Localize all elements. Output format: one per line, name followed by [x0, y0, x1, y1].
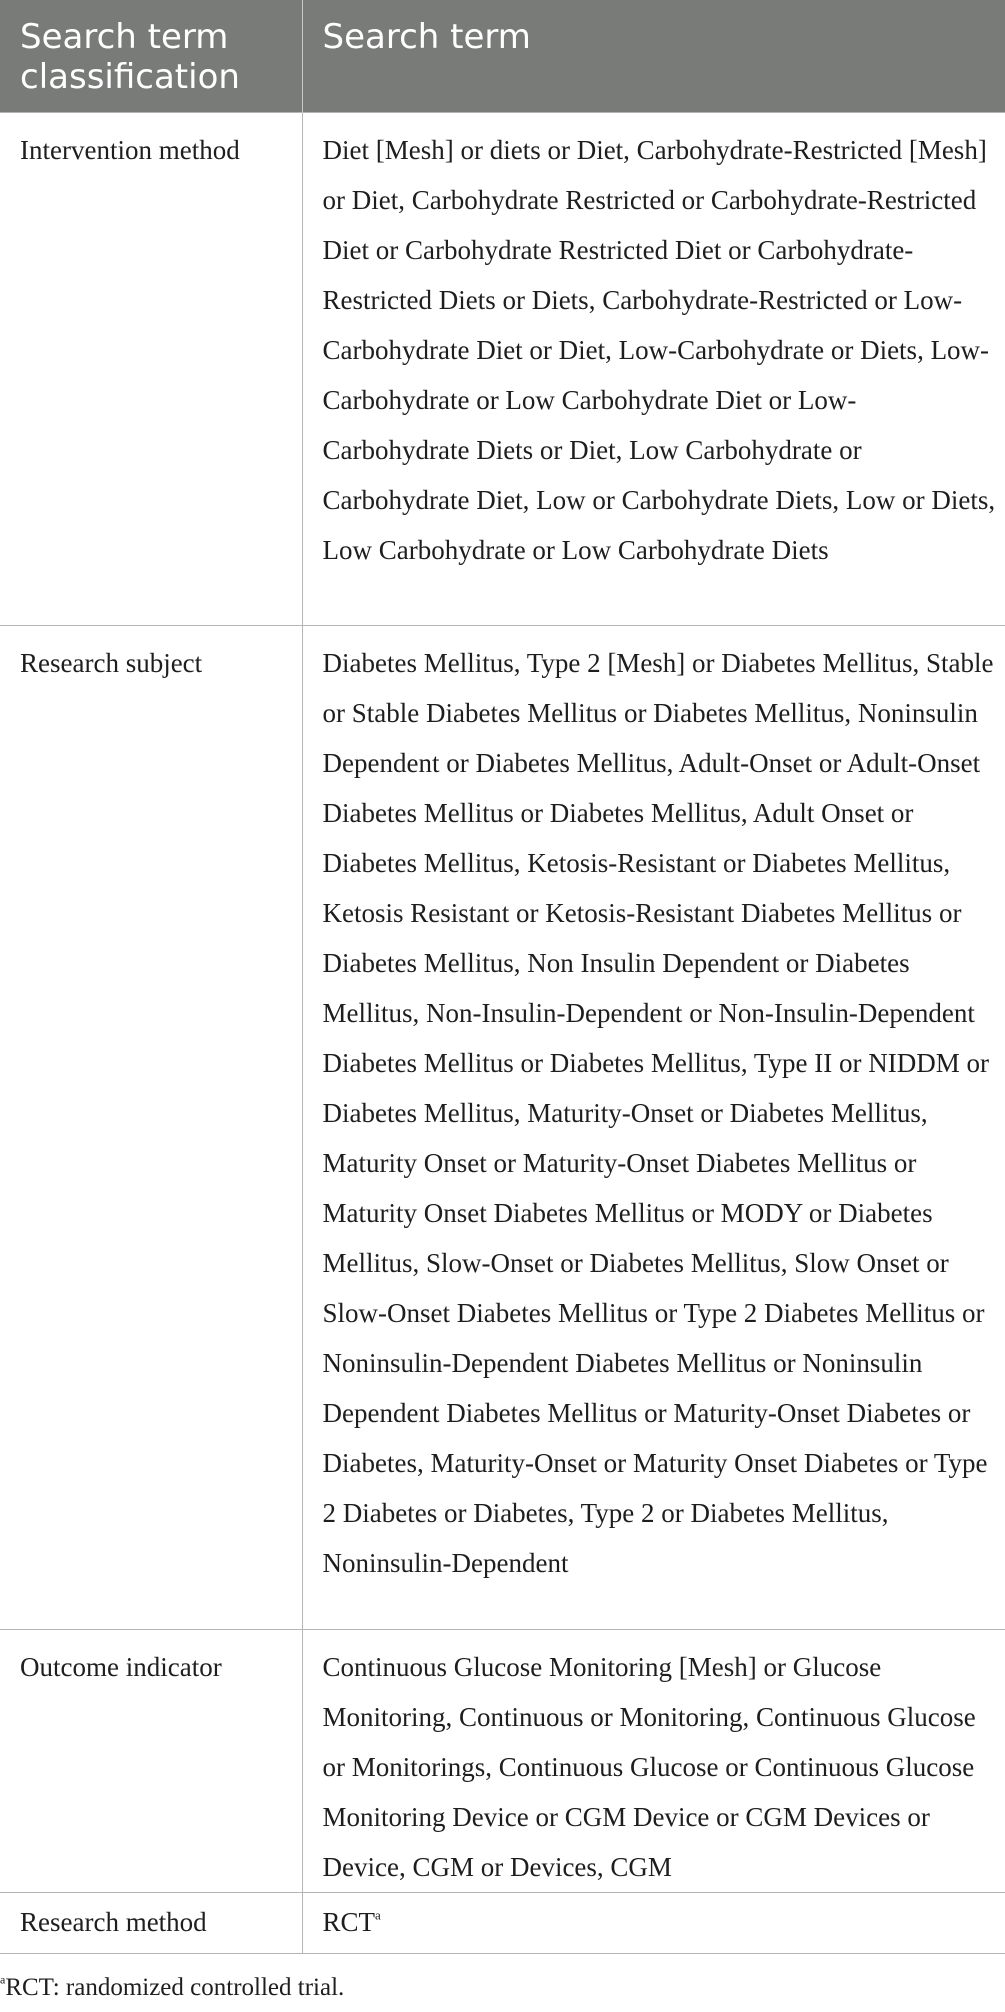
search-term-text: RCT — [322, 1907, 376, 1937]
classification-cell: Intervention method — [0, 113, 302, 626]
table-body — [0, 113, 1005, 1954]
search-term-cell: Diabetes Mellitus, Type 2 [Mesh] or Diabetes Mellitus, Stable or Stable Diabetes Mellitus or Diabetes Mellitus, Noninsulin Dependent or Diabetes Mellitus, Adult-Onset or Adult-Onset Diabetes Mellitus or Diabetes Mellitus, Adult Onset or Diabetes Mellitus, Ketosis-Resistant or Diabetes Mellitus, Ketosis Resistant or Ketosis-Resistant Diabetes Mellitus or Diabetes Mellitus, Non Insulin Dependent or Diabetes Mellitus, Non-Insulin-Dependent or Non-Insulin-Dependent Diabetes Mellitus or Diabetes Mellitus, Type II or NIDDM or Diabetes Mellitus, Maturity-Onset or Diabetes Mellitus, Maturity Onset or Maturity-Onset Diabetes Mellitus or Maturity Onset Diabetes Mellitus or MODY or Diabetes Mellitus, Slow-Onset or Diabetes Mellitus, Slow Onset or Slow-Onset Diabetes Mellitus or Type 2 Diabetes Mellitus or Noninsulin-Dependent Diabetes Mellitus or Noninsulin Dependent Diabetes Mellitus or Maturity-Onset Diabetes or Diabetes, Maturity-Onset or Maturity Onset Diabetes or Type 2 Diabetes or Diabetes, Type 2 or Diabetes Mellitus, Noninsulin-Dependent — [302, 626, 1005, 1630]
table-footnote — [0, 1972, 344, 2004]
footnote-text: RCT: randomized controlled trial. — [5, 1974, 345, 2001]
header-classification: Search term classification — [0, 0, 302, 113]
table-row — [0, 113, 1005, 626]
footnote-mark: a — [0, 1972, 6, 1987]
classification-cell: Outcome indicator — [0, 1630, 302, 1893]
footnote-marker: a — [375, 1907, 381, 1923]
classification-cell: Research subject — [0, 626, 302, 1630]
table-row — [0, 626, 1005, 1630]
classification-cell: Research method — [0, 1893, 302, 1954]
search-term-cell — [302, 1893, 1005, 1954]
search-term-cell: Diet [Mesh] or diets or Diet, Carbohydrate-Restricted [Mesh] or Diet, Carbohydrate Restricted or Carbohydrate-Restricted Diet or Carbohydrate Restricted Diet or Carbohydrate-Restricted Diets or Diets, Carbohydrate-Restricted or Low-Carbohydrate Diet or Diet, Low-Carbohydrate or Diets, Low-Carbohydrate or Low Carbohydrate Diet or Low-Carbohydrate Diets or Diet, Low Carbohydrate or Carbohydrate Diet, Low or Carbohydrate Diets, Low or Diets, Low Carbohydrate or Low Carbohydrate Diets — [302, 113, 1005, 626]
table-header — [0, 0, 1005, 113]
table-row — [0, 1630, 1005, 1893]
table-row — [0, 1893, 1005, 1954]
header-search-term: Search term — [302, 0, 1005, 113]
search-term-cell: Continuous Glucose Monitoring [Mesh] or Glucose Monitoring, Continuous or Monitoring, Continuous Glucose or Monitorings, Continuous Glucose or Continuous Glucose Monitoring Device or CGM Device or CGM Devices or Device, CGM or Devices, CGM — [302, 1630, 1005, 1893]
header-row — [0, 0, 1005, 113]
